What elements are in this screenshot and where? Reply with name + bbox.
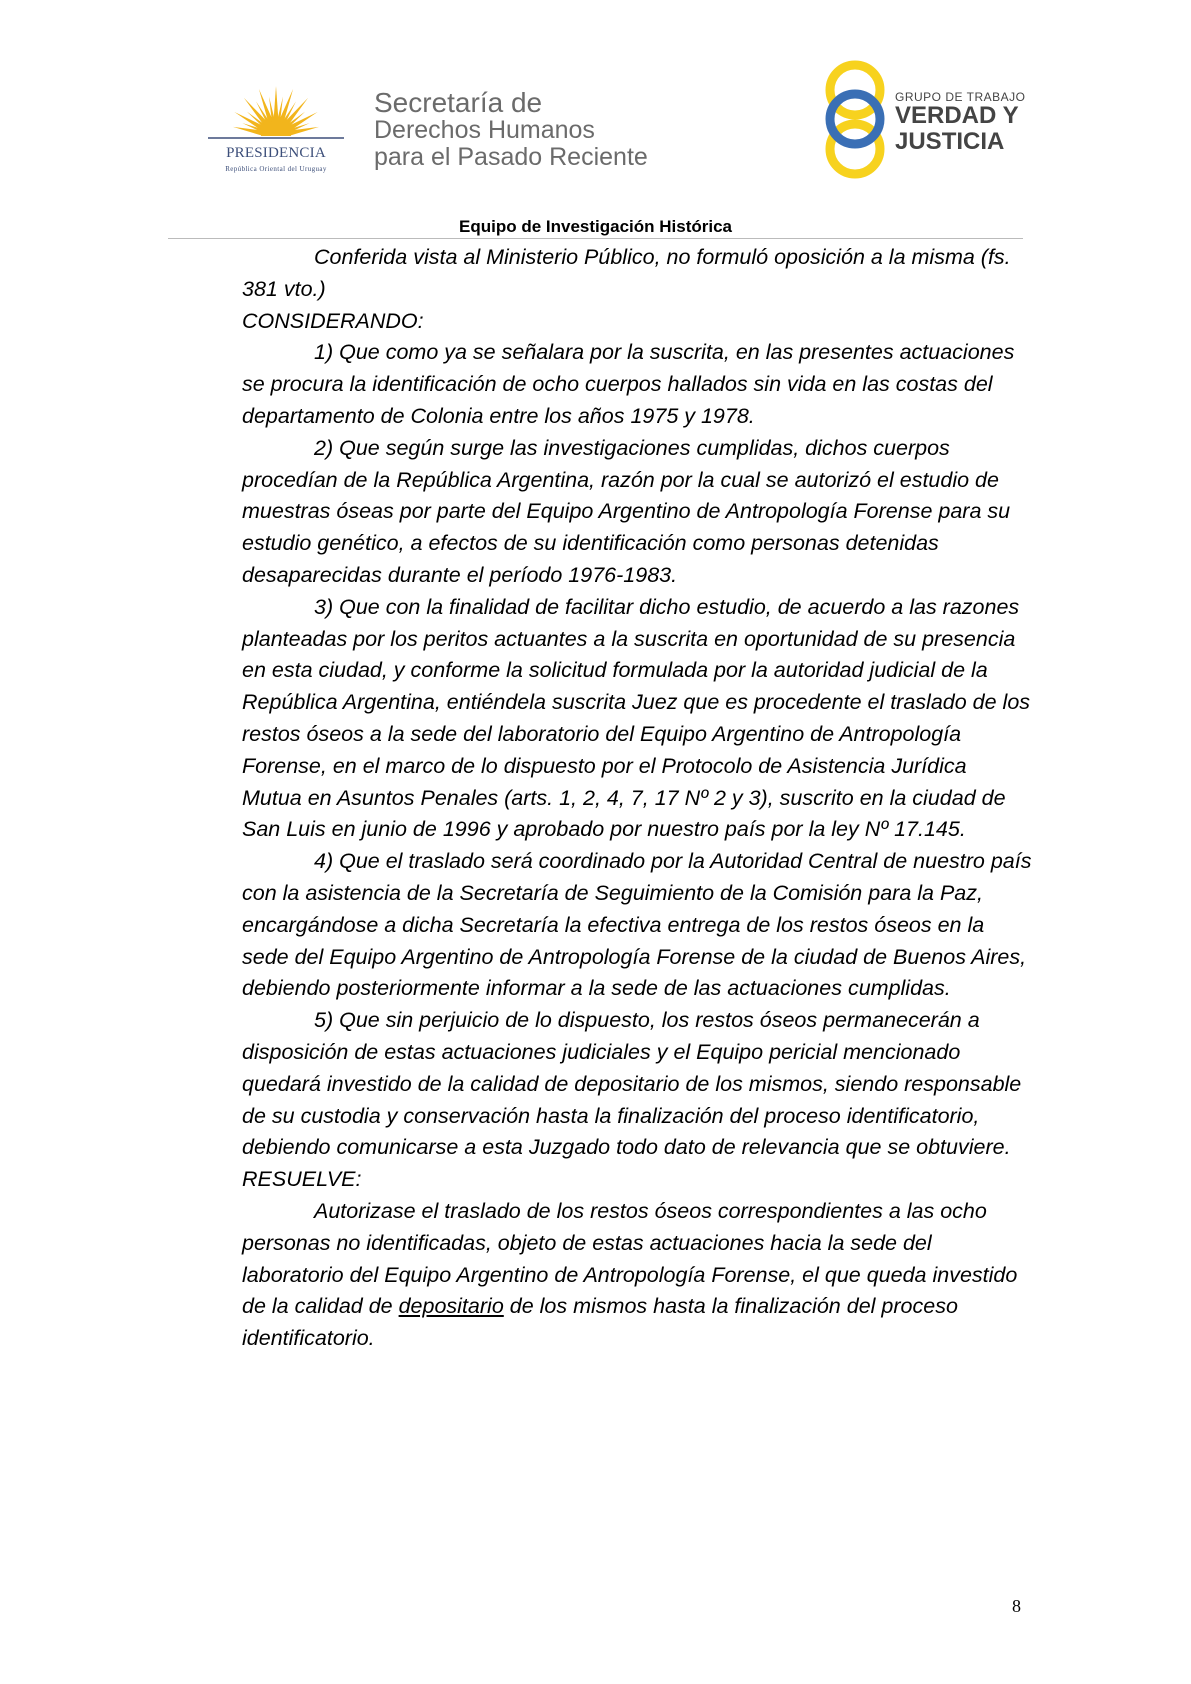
team-title: Equipo de Investigación Histórica — [459, 217, 732, 236]
heading-considerando: CONSIDERANDO: — [242, 308, 424, 333]
secretaria-line1: Secretaría de — [374, 87, 543, 118]
presidencia-subtitle: República Oriental del Uruguay — [225, 165, 327, 173]
paragraph-vista: Conferida vista al Ministerio Público, no formuló oposición a la misma (fs. 381 vto.) — [242, 245, 1011, 301]
header-divider — [168, 238, 1023, 239]
heading-resuelve: RESUELVE: — [242, 1167, 362, 1192]
resuelve-text-start: Autorizase el traslado de los restos óseos correspondientes a las ocho personas no identificadas, objeto de estas actuaciones hacia la sede del laboratorio del Equipo Argentino de Antropología Forense, el que queda investido de la calidad de — [242, 1198, 1018, 1319]
grupo-line1: GRUPO DE TRABAJO — [895, 90, 1026, 104]
secretaria-line2: Derechos Humanos — [374, 116, 595, 144]
paragraph-considerando-2: 2) Que según surge las investigaciones cumplidas, dichos cuerpos procedían de la República Argentina, razón por la cual se autorizó el estudio de muestras óseas por parte del Equipo Argentino de Antropología Forense para su estudio genético, a efectos de su identificación como personas detenidas desaparecidas durante el período 1976-1983. — [242, 435, 1011, 587]
sun-icon — [196, 78, 356, 148]
depositario-underlined: depositario — [398, 1294, 504, 1319]
rings-icon — [820, 57, 890, 182]
grupo-line2: VERDAD Y — [895, 102, 1019, 129]
page-number: 8 — [1012, 1596, 1021, 1616]
presidencia-logo — [196, 78, 356, 178]
presidencia-title: PRESIDENCIA — [226, 145, 326, 161]
paragraph-considerando-1: 1) Que como ya se señalara por la suscrita, en las presentes actuaciones se procura la identificación de ocho cuerpos hallados sin vida en las costas del departamento de Colonia entre los años 1975 y 1978. — [242, 340, 1015, 428]
paragraph-considerando-5: 5) Que sin perjuicio de lo dispuesto, los restos óseos permanecerán a disposición de estas actuaciones judiciales y el Equipo pericial mencionado quedará investido de la calidad de depositario de los mismos, siendo responsable de su custodia y conservación hasta la finalización del proceso identificatorio, debiendo comunicarse a esta Juzgado todo dato de relevancia que se obtuviere. — [242, 1008, 1022, 1160]
paragraph-resuelve — [242, 1196, 1032, 1355]
secretaria-logo — [374, 88, 648, 171]
paragraph-considerando-4: 4) Que el traslado será coordinado por la Autoridad Central de nuestro país con la asistencia de la Secretaría de Seguimiento de la Comisión para la Paz, encargándose a dicha Secretaría la efectiva entrega de los restos óseos en la sede del Equipo Argentino de Antropología Forense de la ciudad de Buenos Aires, debiendo posteriormente informar a la sede de las actuaciones cumplidas. — [242, 849, 1032, 1001]
grupo-trabajo-logo — [820, 57, 1030, 182]
document-body — [242, 242, 1032, 1355]
resuelve-text-end: de los mismos hasta la finalización del proceso identificatorio. — [242, 1294, 958, 1351]
secretaria-line3: para el Pasado Reciente — [374, 143, 648, 171]
grupo-line3: JUSTICIA — [895, 128, 1005, 155]
paragraph-considerando-3: 3) Que con la finalidad de facilitar dicho estudio, de acuerdo a las razones planteadas por los peritos actuantes a la suscrita en oportunidad de su presencia en esta ciudad, y conforme la solicitud formulada por la autoridad judicial de la República Argentina, entiéndela suscrita Juez que es procedente el traslado de los restos óseos a la sede del laboratorio del Equipo Argentino de Antropología Forense, en el marco de lo dispuesto por el Protocolo de Asistencia Jurídica Mutua en Asuntos Penales (arts. 1, 2, 4, 7, 17 Nº 2 y 3), suscrito en la ciudad de San Luis en junio de 1996 y aprobado por nuestro país por la ley Nº 17.145. — [242, 594, 1031, 842]
page-header — [0, 0, 1191, 235]
